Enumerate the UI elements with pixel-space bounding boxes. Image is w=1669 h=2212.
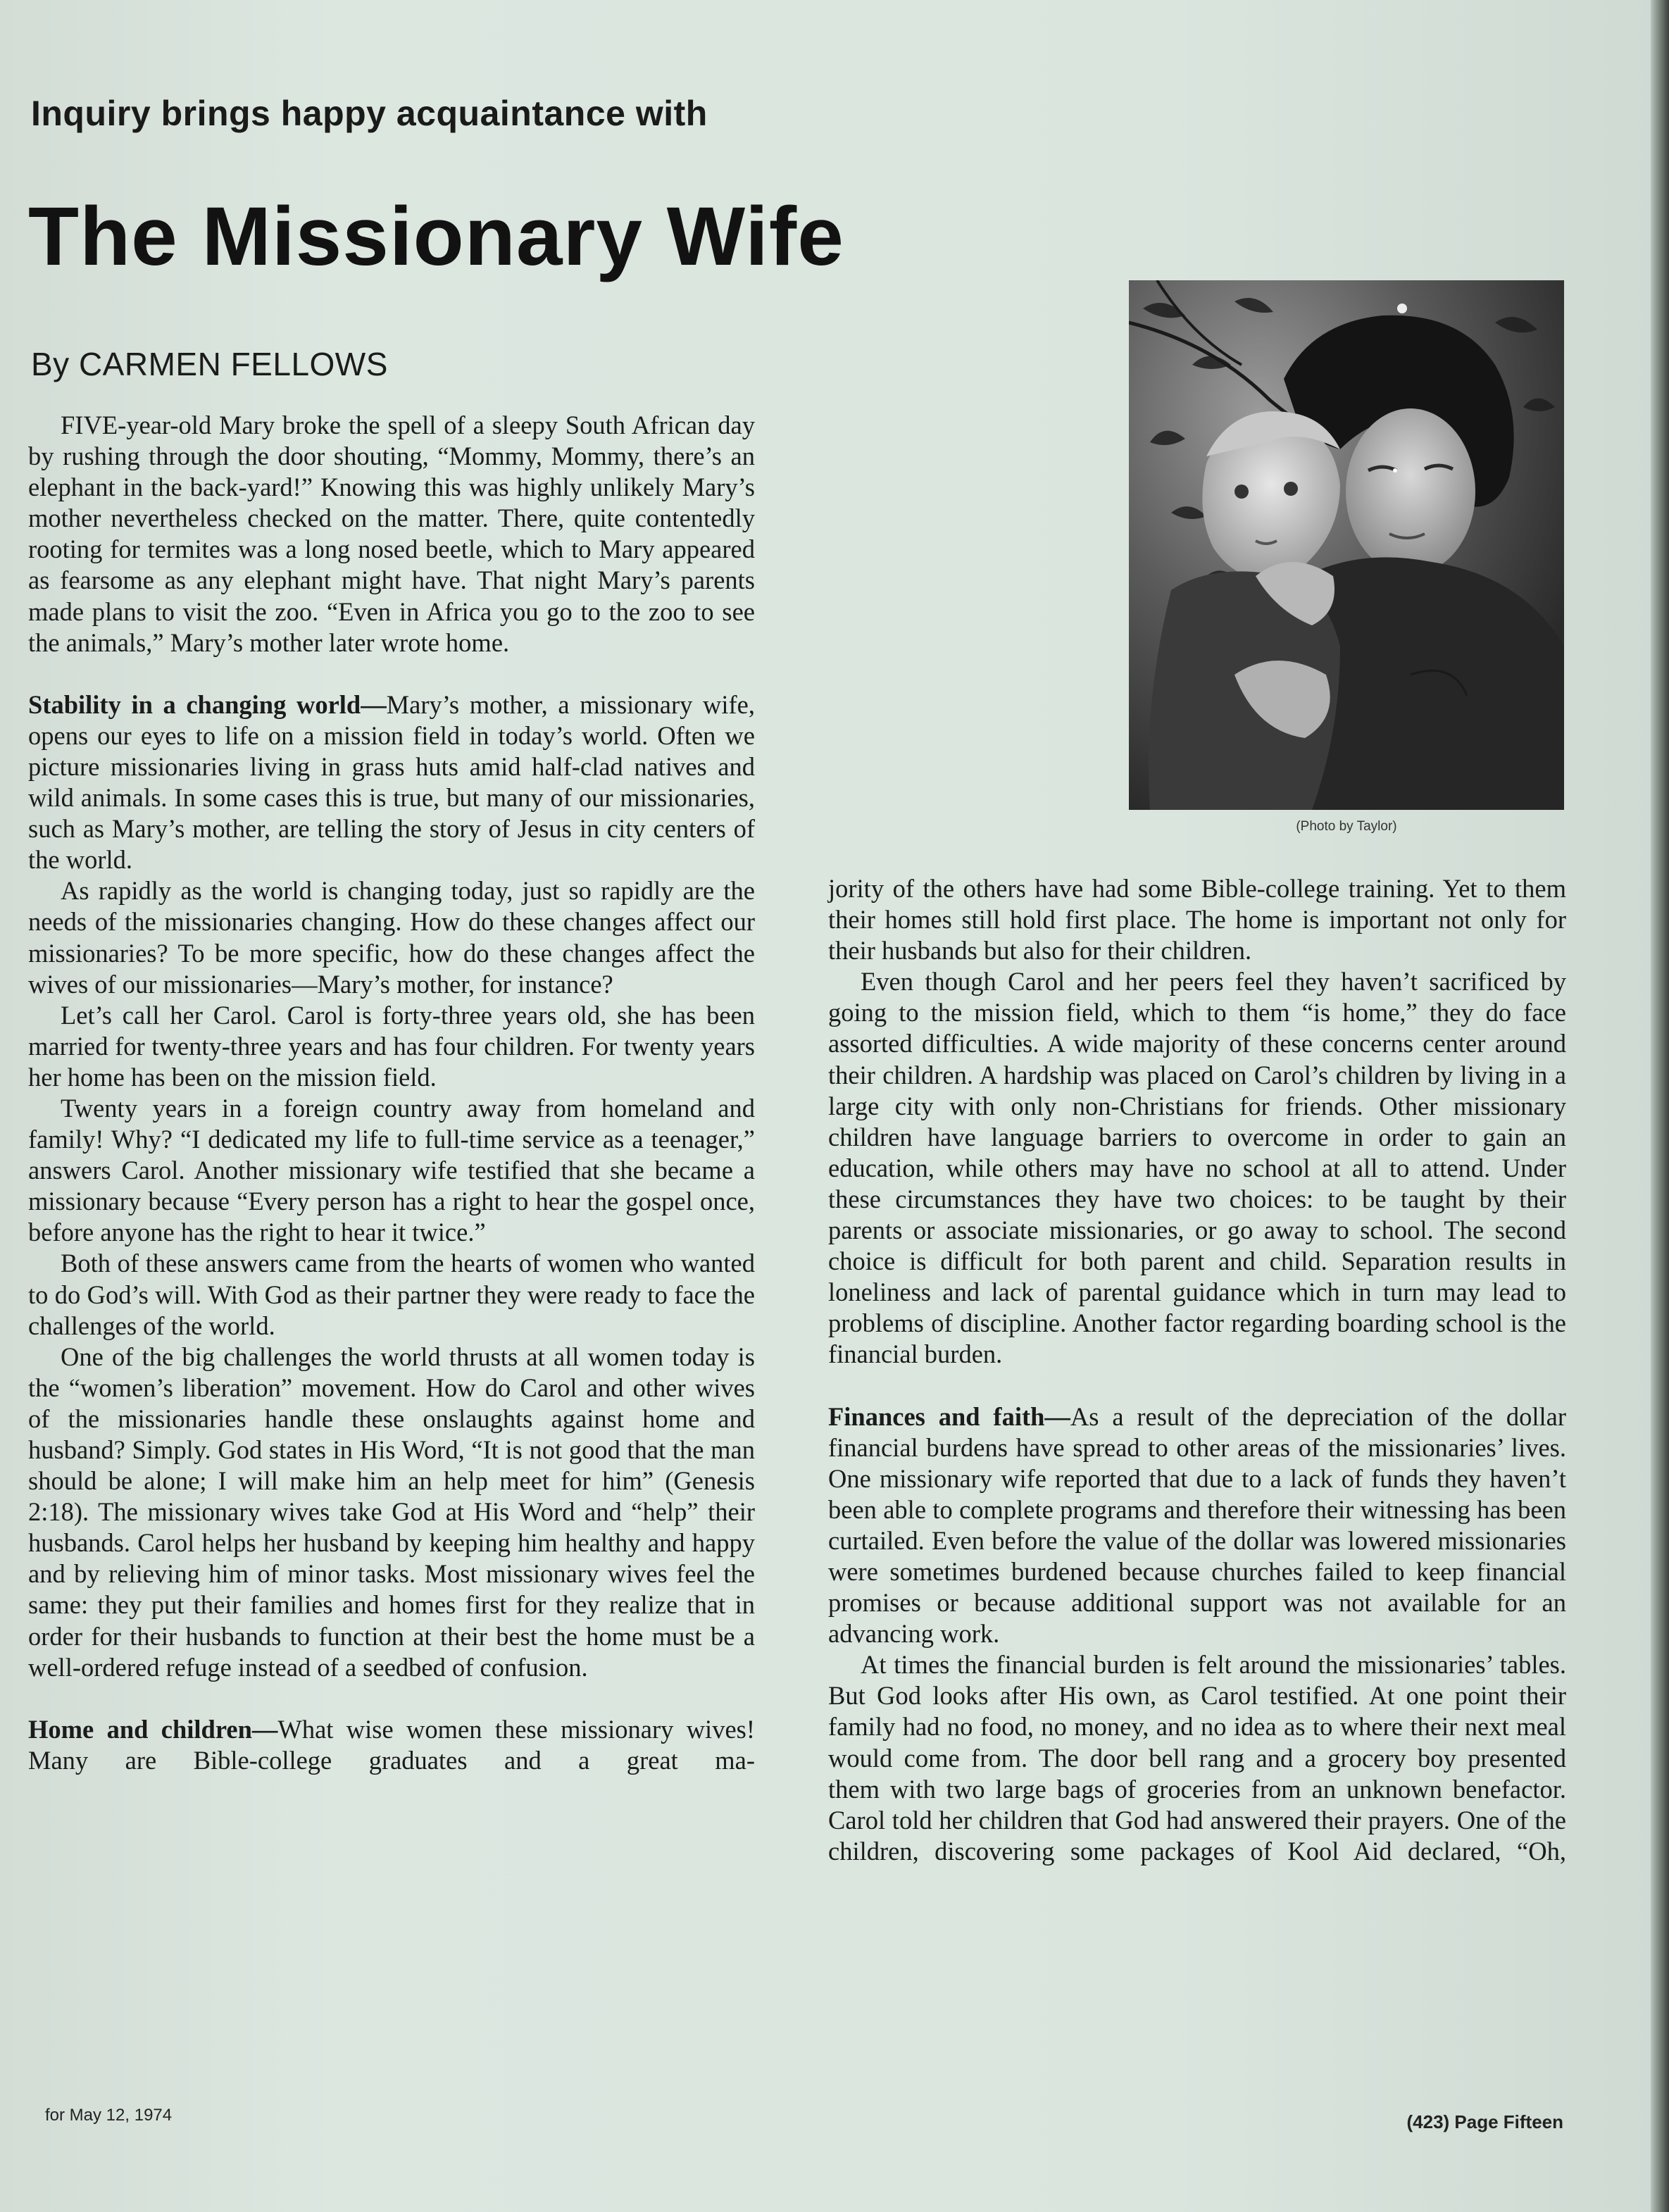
- paragraph-stability-text: Mary’s mother, a missionary wife, opens our eyes to life on a mission field in today’s world. Often we picture missionaries living in grass huts amid half-clad natives and wild animals. In some cases this is true, but many of our missionaries, such as Mary’s mother, are telling the story of Jesus in city centers of the world.: [28, 689, 755, 875]
- paragraph-carol: Let’s call her Carol. Carol is forty-three years old, she has been married for twenty-three years and has four children. For twenty years her home has been on the mission field.: [28, 1000, 755, 1092]
- subhead-stability: Stability in a changing world—: [28, 689, 387, 719]
- page-number: (423) Page Fifteen: [1406, 2111, 1563, 2132]
- paragraph-finances-text: As a result of the depreciation of the dollar financial burdens have spread to other areas of the missionaries’ lives. One missionary wife reported that due to a lack of funds they haven’t been able to complete programs and therefore their witnessing has been curtailed. Even before the value of the dollar was lowered missionaries were sometimes burdened because churches failed to keep financial promises or because additional support was not available for an advancing work.: [828, 1401, 1566, 1649]
- paragraph-intro: FIVE-year-old Mary broke the spell of a sleepy South African day by rushing through the door shouting, “Mommy, Mommy, there’s an elephant in the back-yard!” Knowing this was highly unlikely Mary’s mother nevertheless checked on the matter. There, quite contentedly rooting for termites was a long nosed beetle, which to Mary appeared as fearsome as any elephant might have. That night Mary’s parents made plans to visit the zoo. “Even in Africa you go to the zoo to see the animals,” Mary’s mother later wrote home.: [28, 411, 755, 657]
- paragraph-home-continued: jority of the others have had some Bible-college training. Yet to them their homes still hold first place. The home is important not only for their husbands but also for their children.: [828, 874, 1566, 966]
- article-column-right: [828, 873, 1566, 1867]
- article-byline: By CARMEN FELLOWS: [31, 346, 388, 382]
- issue-date: for May 12, 1974: [45, 2106, 173, 2125]
- paragraph-finances: [828, 1401, 1566, 1650]
- article-column-left: [28, 410, 755, 1776]
- photo-illustration: [1129, 280, 1564, 810]
- paragraph-changing-needs: As rapidly as the world is changing today, just so rapidly are the needs of the missionaries changing. How do these changes affect our missionaries? To be more specific, how do these changes affect the wives of our missionaries—Mary’s mother, for instance?: [28, 876, 755, 999]
- paragraph-home-text: What wise women these missionary wives! Many are Bible-college graduates and a great ma-: [28, 1714, 756, 1775]
- paragraph-stability: [28, 689, 755, 876]
- paragraph-twenty-years: Twenty years in a foreign country away from homeland and family! Why? “I dedicated my life to full-time service as a teenager,” answers Carol. Another missionary wife testified that she became a missionary because “Every person has a right to hear the gospel once, before anyone has the right to hear it twice.”: [28, 1093, 755, 1247]
- subhead-home: Home and children—: [28, 1714, 278, 1744]
- photo-credit: (Photo by Taylor): [1296, 819, 1397, 834]
- paragraph-liberation: One of the big challenges the world thrusts at all women today is the “women’s liberation” movement. How do Carol and other wives of the missionaries handle these onslaughts against home and husband? Simply. God states in His Word, “It is not good that the man should be alone; I will make him an help meet for him” (Genesis 2:18). The missionary wives take God at His Word and “help” their husbands. Carol helps her husband by keeping him healthy and happy and by relieving him of minor tasks. Most missionary wives feel the same: they put their families and homes first for they realize that in order for their husbands to function at their best the home must be a well-ordered refuge instead of a seedbed of confusion.: [28, 1342, 755, 1682]
- paragraph-home: [28, 1714, 755, 1776]
- subhead-finances: Finances and faith—: [828, 1401, 1070, 1431]
- article-title: The Missionary Wife: [28, 190, 844, 283]
- paragraph-answers: Both of these answers came from the hearts of women who wanted to do God’s will. With God as their partner they were ready to face the challenges of the world.: [28, 1249, 755, 1340]
- article-kicker: Inquiry brings happy acquaintance with: [31, 94, 708, 133]
- paragraph-tables: At times the financial burden is felt around the missionaries’ tables. But God looks after His own, as Carol testified. At one point their family had no food, no money, and no idea as to where their next meal would come from. The door bell rang and a grocery boy presented them with two large bags of groceries from an unknown benefactor. Carol told her children that God had answered their prayers. One of the children, discovering some packages of Kool Aid declared, “Oh,: [828, 1650, 1566, 1866]
- binding-edge: [1651, 0, 1669, 2212]
- paragraph-difficulties: Even though Carol and her peers feel they haven’t sacrificed by going to the mission field, which to them “is home,” they do face assorted difficulties. A wide majority of these concerns center around their children. A hardship was placed on Carol’s children by living in a large city with only non-Christians for friends. Other missionary children have language barriers to overcome in order to gain an education, while others may have no school at all to attend. Under these circumstances they have two choices: to be taught by their parents or associate missionaries, or go away to school. The second choice is difficult for both parent and child. Separation results in loneliness and lack of parental guidance which in turn may lead to problems of discipline. Another factor regarding boarding school is the financial burden.: [828, 967, 1566, 1369]
- mother-and-child-photo: [1129, 280, 1564, 810]
